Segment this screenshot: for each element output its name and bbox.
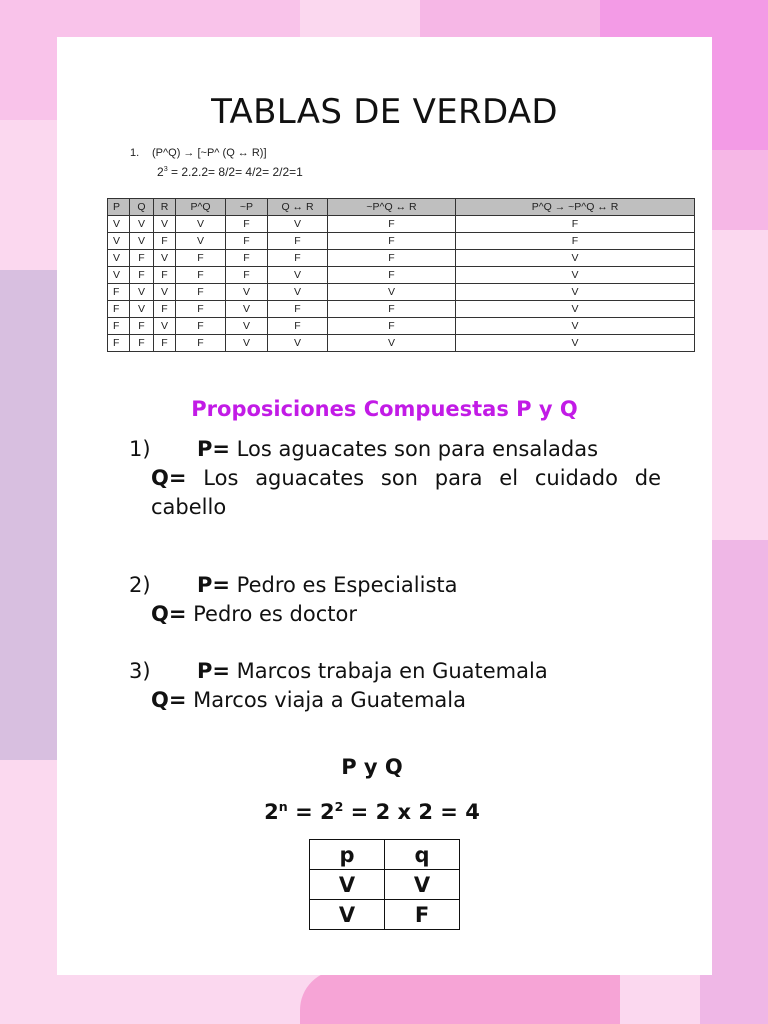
table-cell: V <box>456 301 695 318</box>
table-cell: F <box>226 250 268 267</box>
header-cell: R <box>154 199 176 216</box>
table-cell: V <box>108 233 130 250</box>
exercise-expression <box>130 147 267 159</box>
table-cell: F <box>226 267 268 284</box>
table-cell: F <box>154 301 176 318</box>
table-cell: F <box>456 216 695 233</box>
header-cell: q <box>385 840 460 870</box>
background-shape <box>0 270 60 770</box>
table-cell: F <box>328 301 456 318</box>
table-cell: F <box>328 318 456 335</box>
table-cell: F <box>268 250 328 267</box>
table-row <box>108 301 695 318</box>
table-cell: V <box>154 216 176 233</box>
table-cell: F <box>176 301 226 318</box>
proposition-3: 3) P= Marcos trabaja en Guatemala Q= Marcos viaja a Guatemala <box>129 659 548 712</box>
table-cell: F <box>268 318 328 335</box>
table-cell: V <box>226 335 268 352</box>
table-cell: V <box>226 284 268 301</box>
table-row <box>108 284 695 301</box>
table-cell: V <box>456 250 695 267</box>
proposition-2: 2) P= Pedro es Especialista Q= Pedro es doctor <box>129 573 458 626</box>
table-cell: F <box>108 335 130 352</box>
table-cell: V <box>456 284 695 301</box>
background-shape <box>300 970 620 1024</box>
table-cell: F <box>154 267 176 284</box>
table-cell: V <box>268 335 328 352</box>
table-cell: V <box>154 250 176 267</box>
table-cell: F <box>385 900 460 930</box>
table-cell: F <box>108 284 130 301</box>
truth-table-header <box>108 199 695 216</box>
table-cell: V <box>130 301 154 318</box>
truth-table <box>107 198 695 352</box>
table-cell: F <box>456 233 695 250</box>
table-cell: V <box>226 318 268 335</box>
table-cell: V <box>385 870 460 900</box>
table-cell: F <box>130 267 154 284</box>
table-cell: F <box>328 233 456 250</box>
table-cell: V <box>130 233 154 250</box>
table-cell: V <box>310 870 385 900</box>
table-cell: V <box>176 233 226 250</box>
power-formula: $2^n = 2^2 = 2$ x 2 = 4 <box>264 799 480 824</box>
table-row <box>108 318 695 335</box>
expression-text: (P^Q) → [~P^ (Q ↔ R)] <box>152 147 267 159</box>
header-cell: ~P <box>226 199 268 216</box>
exercise-number: 1. <box>130 147 140 159</box>
table-cell: V <box>226 301 268 318</box>
truth-table-body <box>108 216 695 352</box>
table-cell: F <box>154 233 176 250</box>
table-cell: F <box>130 335 154 352</box>
section-subtitle: Proposiciones Compuestas P y Q <box>191 397 578 421</box>
pq-truth-table <box>309 839 460 930</box>
table-cell: V <box>108 267 130 284</box>
table-cell: V <box>456 318 695 335</box>
table-cell: F <box>108 301 130 318</box>
table-cell: V <box>130 284 154 301</box>
table-cell: V <box>456 267 695 284</box>
header-cell: P^Q <box>176 199 226 216</box>
header-cell: ~P^Q ↔ R <box>328 199 456 216</box>
table-cell: V <box>310 900 385 930</box>
table-row <box>310 900 460 930</box>
table-cell: F <box>176 318 226 335</box>
table-row <box>108 267 695 284</box>
table-row <box>108 233 695 250</box>
table-cell: V <box>176 216 226 233</box>
exercise-calculation: $2^3 = 2.2.2= 8/2= 4/2= 2/2=1$ <box>157 164 303 179</box>
table-cell: V <box>328 284 456 301</box>
proposition-1: 1) P= Los aguacates son para ensaladas Q= Los aguacates son para el cuidado de cabello <box>129 437 661 519</box>
header-cell: p <box>310 840 385 870</box>
table-row <box>310 870 460 900</box>
table-cell: F <box>268 301 328 318</box>
table-cell: F <box>130 318 154 335</box>
table-cell: F <box>226 216 268 233</box>
table-cell: V <box>268 267 328 284</box>
table-row <box>108 335 695 352</box>
table-cell: F <box>176 335 226 352</box>
table-cell: F <box>268 233 328 250</box>
table-cell: F <box>176 267 226 284</box>
table-cell: V <box>154 318 176 335</box>
table-row <box>108 250 695 267</box>
table-cell: V <box>108 250 130 267</box>
background-shape <box>0 760 60 1024</box>
table-cell: F <box>176 250 226 267</box>
pyq-heading: P y Q <box>341 755 403 779</box>
table-cell: V <box>328 335 456 352</box>
header-cell: P <box>108 199 130 216</box>
header-cell: P^Q → ~P^Q ↔ R <box>456 199 695 216</box>
table-row <box>108 216 695 233</box>
document-page <box>57 37 712 975</box>
table-cell: F <box>130 250 154 267</box>
header-cell: Q <box>130 199 154 216</box>
table-cell: F <box>154 335 176 352</box>
table-cell: V <box>268 284 328 301</box>
table-cell: V <box>130 216 154 233</box>
table-cell: V <box>154 284 176 301</box>
table-cell: F <box>328 250 456 267</box>
table-cell: F <box>108 318 130 335</box>
table-cell: F <box>328 216 456 233</box>
header-cell: Q ↔ R <box>268 199 328 216</box>
page-title: TABLAS DE VERDAD <box>211 92 558 132</box>
table-cell: V <box>268 216 328 233</box>
table-cell: F <box>226 233 268 250</box>
pq-header-row <box>310 840 460 870</box>
table-cell: V <box>456 335 695 352</box>
table-cell: F <box>176 284 226 301</box>
table-cell: V <box>108 216 130 233</box>
table-cell: F <box>328 267 456 284</box>
